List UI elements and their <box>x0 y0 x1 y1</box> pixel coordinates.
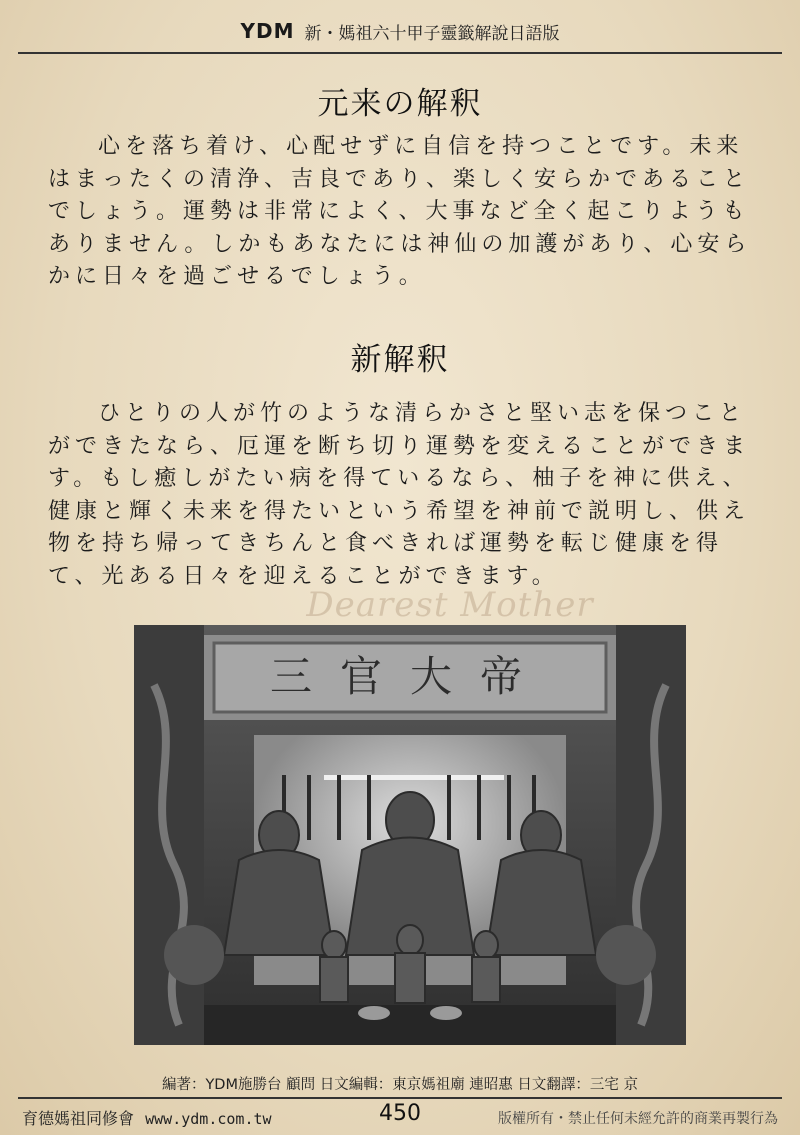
footer-divider <box>18 1097 782 1099</box>
page-number: 450 <box>379 1101 421 1126</box>
plaque-text: 三官大帝 <box>269 652 551 701</box>
footer-url-link[interactable]: www.ydm.com.tw <box>145 1110 272 1128</box>
watermark-text: Dearest Mother <box>306 585 594 625</box>
section-title-new: 新解釈 <box>350 342 450 378</box>
header-divider <box>18 52 782 54</box>
ydm-logo: YDM <box>240 19 295 43</box>
section-body-new: ひとりの人が竹のような清らかさと堅い志を保つことができたなら、厄運を断ち切り運勢を変えることができます。もし癒しがたい病を得ているなら、柚子を神に供え、健康と輝く未来を得たいという希望を神前で説明し、供え物を持ち帰ってきちんと食べきれば運勢を転じ健康を得て、光ある日々を迎えることができます。 <box>48 401 751 589</box>
footer-org: 育德媽祖同修會 <box>22 1109 135 1128</box>
section-body-original: 心を落ち着け、心配せずに自信を持つことです。未来はまったくの清浄、吉良であり、楽しく安らかであることでしょう。運勢は非常によく、大事など全く起こりようもありません。しかもあなたには神仙の加護があり、心安らかに日々を過ごせるでしょう。 <box>48 134 752 289</box>
temple-altar-photo <box>134 625 686 1045</box>
footer-rights: 版權所有・禁止任何未經允許的商業再製行為 <box>498 1111 778 1127</box>
credits-line: 編著：YDM施勝台 顧問 日文編輯：東京媽祖廟 連昭惠 日文翻譯：三宅 京 <box>161 1077 639 1093</box>
footer-left <box>22 1106 272 1129</box>
altar-photo-illustration <box>134 625 686 1045</box>
page-header <box>0 14 800 48</box>
section-title-original: 元来の解釈 <box>317 86 483 122</box>
header-title: 新・媽祖六十甲子靈籤解說日語版 <box>304 23 560 44</box>
